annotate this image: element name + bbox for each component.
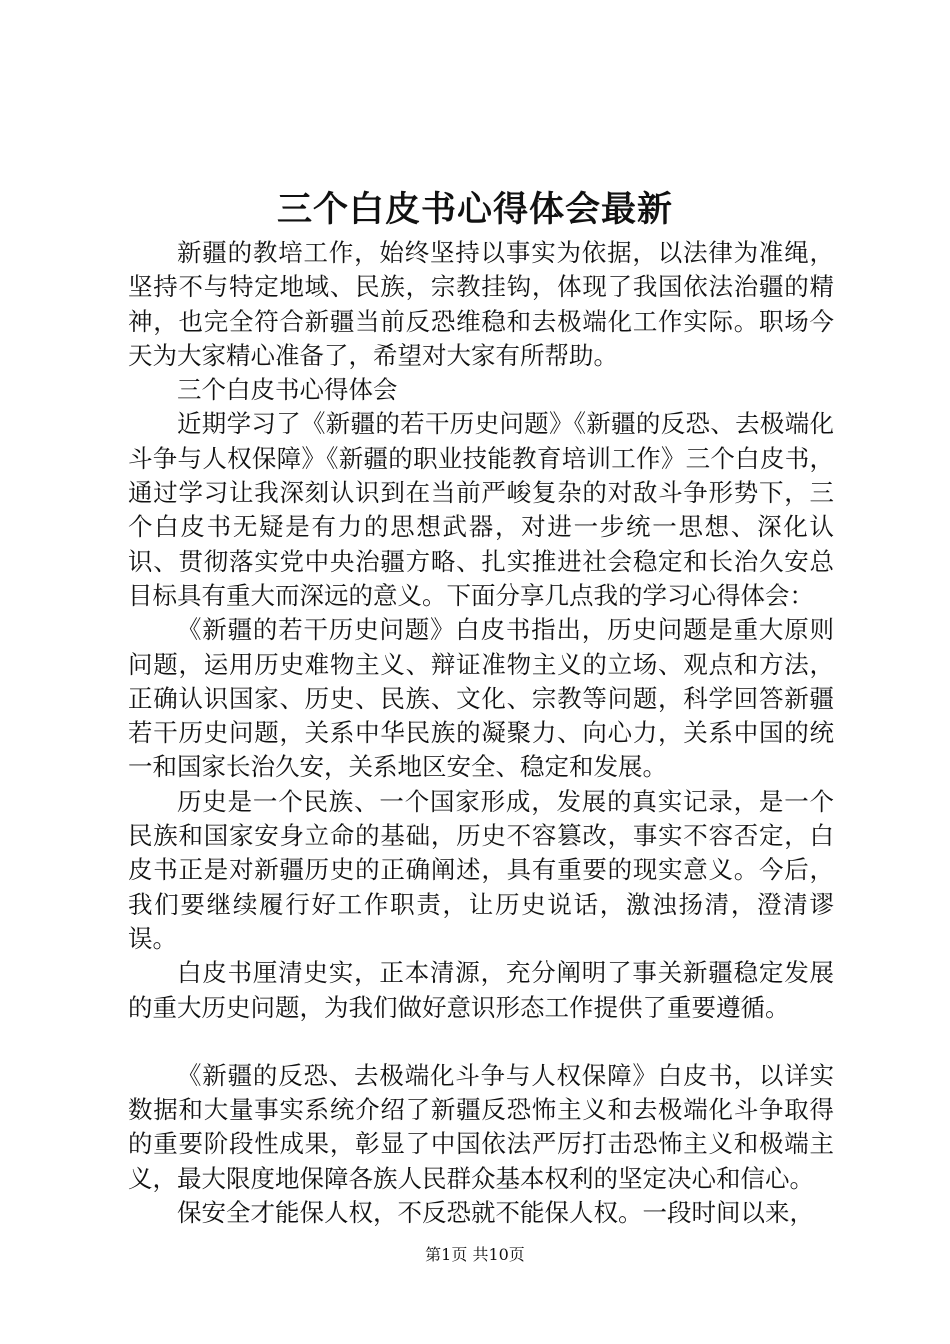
section-heading: 三个白皮书心得体会: [177, 375, 398, 405]
paragraph-counterterrorism: 《新疆的反恐、去极端化斗争与人权保障》白皮书，以详实数据和大量事实系统介绍了新疆反恐怖主义和去极端化斗争取得的重要阶段性成果，彰显了中国依法严厉打击恐怖主义和极端主义，最大限度地保障各族人民群众基本权利的坚定决心和信心。: [128, 1060, 834, 1193]
paragraph-study: 近期学习了《新疆的若干历史问题》《新疆的反恐、去极端化斗争与人权保障》《新疆的职业技能教育培训工作》三个白皮书，通过学习让我深刻认识到在当前严峻复杂的对敌斗争形势下，三个白皮书无疑是有力的思想武器，对进一步统一思想、深化认识、贯彻落实党中央治疆方略、扎实推进社会稳定和长治久安总目标具有重大而深远的意义。下面分享几点我的学习心得体会：: [128, 409, 834, 610]
page-footer: 第1页 共10页: [425, 1245, 525, 1264]
paragraph-history-issues: 《新疆的若干历史问题》白皮书指出，历史问题是重大原则问题，运用历史难物主义、辩证准物主义的立场、观点和方法，正确认识国家、历史、民族、文化、宗教等问题，科学回答新疆若干历史问题，关系中华民族的凝聚力、向心力，关系中国的统一和国家长治久安，关系地区安全、稳定和发展。: [128, 615, 834, 782]
document-body: [128, 236, 834, 1230]
document-title: 三个白皮书心得体会最新: [276, 189, 673, 230]
paragraph-security: 保安全才能保人权，不反恐就不能保人权。一段时间以来，: [177, 1198, 814, 1228]
paragraph-intro: 新疆的教培工作，始终坚持以事实为依据，以法律为准绳，坚持不与特定地域、民族，宗教挂钩，体现了我国依法治疆的精神，也完全符合新疆当前反恐维稳和去极端化工作实际。职场今天为大家精心准备了，希望对大家有所帮助。: [128, 238, 834, 370]
paragraph-clarify: 白皮书厘清史实，正本清源，充分阐明了事关新疆稳定发展的重大历史问题，为我们做好意识形态工作提供了重要遵循。: [128, 958, 834, 1022]
paragraph-spacer: [128, 1025, 834, 1059]
paragraph-history-record: 历史是一个民族、一个国家形成，发展的真实记录，是一个民族和国家安身立命的基础，历史不容篡改，事实不容否定，白皮书正是对新疆历史的正确阐述，具有重要的现实意义。今后，我们要继续履行好工作职责，让历史说话，激浊扬清，澄清谬误。: [128, 786, 834, 953]
